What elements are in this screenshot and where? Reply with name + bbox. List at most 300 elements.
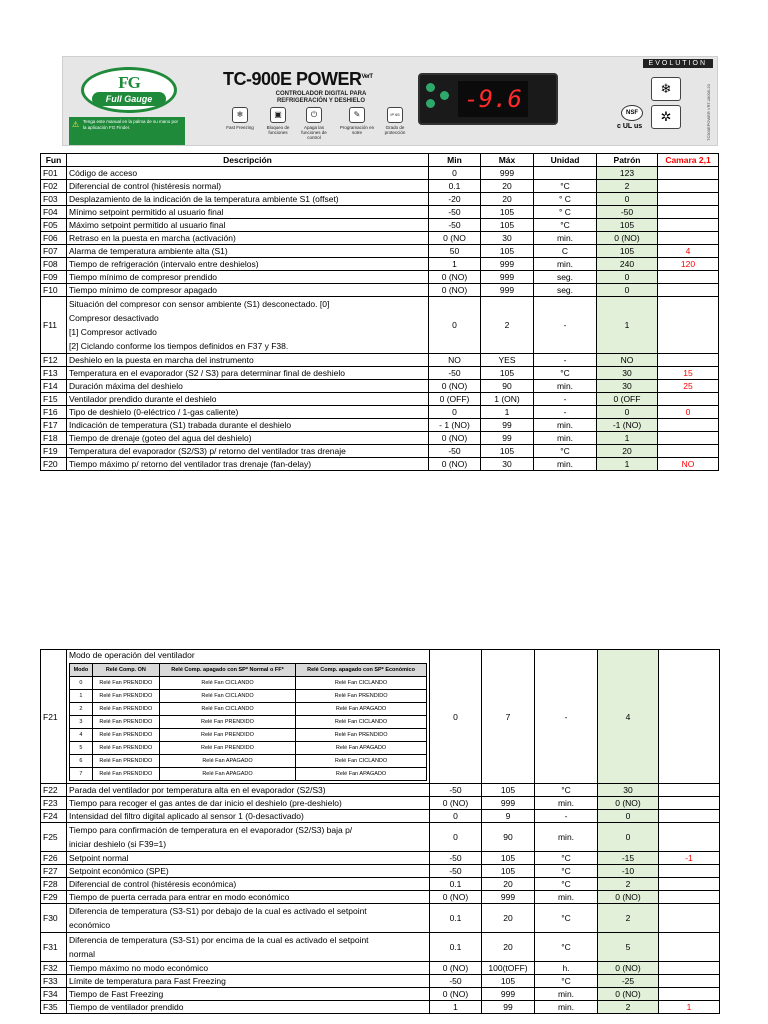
feature-item	[376, 107, 414, 135]
logo-brand-name: Full Gauge	[92, 92, 166, 106]
param-min: 0 (NO)	[430, 988, 482, 1001]
param-min: -50	[429, 445, 481, 458]
table-row	[41, 988, 720, 1001]
param-min: 0 (NO)	[429, 458, 481, 471]
table-row	[41, 271, 719, 284]
param-unit: min.	[535, 891, 598, 904]
param-description: Tiempo de drenaje (goteo del agua del deshielo)	[67, 432, 429, 445]
fan-mode-cell: Relé Fan APAGADO	[296, 742, 427, 755]
param-camara	[658, 193, 719, 206]
param-camara	[659, 988, 720, 1001]
param-min: 0 (OFF)	[429, 393, 481, 406]
param-unit: -	[534, 354, 597, 367]
param-camara	[658, 219, 719, 232]
fan-mode-cell: Relé Fan PRENDIDO	[296, 690, 427, 703]
column-header: Camara 2,1	[658, 154, 719, 167]
param-code: F28	[41, 878, 67, 891]
param-code: F35	[41, 1001, 67, 1014]
param-code: F08	[41, 258, 67, 271]
param-min: 0	[430, 650, 482, 784]
param-code: F14	[41, 380, 67, 393]
fan-mode-row	[70, 716, 427, 729]
param-max: 90	[482, 823, 535, 852]
param-camara	[658, 445, 719, 458]
param-camara: 25	[658, 380, 719, 393]
param-description: Tiempo máximo p/ retorno del ventilador tras drenaje (fan-delay)	[67, 458, 429, 471]
app-warning-box	[69, 117, 185, 145]
param-default: 0	[597, 271, 658, 284]
param-default: 2	[598, 878, 659, 891]
param-camara	[659, 784, 720, 797]
side-code: TC900EPOWER VRT-18005-20	[706, 84, 711, 141]
param-default: 240	[597, 258, 658, 271]
table-row	[41, 258, 719, 271]
param-unit: C	[534, 245, 597, 258]
param-min: 0 (NO)	[429, 380, 481, 393]
param-max: 100(tOFF)	[482, 962, 535, 975]
feature-label: Apaga las funciones de control	[301, 125, 327, 140]
param-default: 105	[597, 245, 658, 258]
param-min: NO	[429, 354, 481, 367]
param-default: 105	[597, 219, 658, 232]
param-unit: -	[535, 650, 598, 784]
param-camara	[659, 823, 720, 852]
param-unit: °C	[535, 975, 598, 988]
param-unit: °C	[534, 180, 597, 193]
param-unit: min.	[535, 823, 598, 852]
logo-monogram: FG	[118, 73, 140, 92]
param-unit: min.	[534, 432, 597, 445]
table-row	[41, 933, 720, 962]
param-default: NO	[597, 354, 658, 367]
param-min: 0	[429, 297, 481, 354]
fan-mode-cell: Relé Fan PRENDIDO	[92, 716, 159, 729]
param-camara: 120	[658, 258, 719, 271]
table-row-f21	[41, 650, 720, 784]
param-camara	[659, 904, 720, 933]
param-code: F12	[41, 354, 67, 367]
param-description: Situación del compresor con sensor ambiente (S1) desconectado. [0] Compresor desactivado [1] Compresor activado [2] Ciclando conforme los tiempos definidos en F37 y F38.	[67, 297, 429, 354]
param-unit: min.	[534, 232, 597, 245]
table-row	[41, 193, 719, 206]
table-row	[41, 419, 719, 432]
table-row	[41, 245, 719, 258]
param-max: 20	[482, 933, 535, 962]
param-camara	[659, 797, 720, 810]
table-row	[41, 406, 719, 419]
param-max: 99	[481, 419, 534, 432]
warning-text: Tenga este manual en la palma de su mano por la aplicación FG Finder.	[83, 119, 179, 130]
model-name: TC-900E POWER	[223, 69, 362, 89]
param-camara	[658, 393, 719, 406]
param-description: Diferencial de control (histéresis económica)	[67, 878, 430, 891]
param-code: F25	[41, 823, 67, 852]
param-code: F29	[41, 891, 67, 904]
param-max: 2	[481, 297, 534, 354]
table-row	[41, 219, 719, 232]
table-row	[41, 797, 720, 810]
table-row	[41, 393, 719, 406]
fan-mode-cell: Relé Fan PRENDIDO	[92, 677, 159, 690]
param-code: F07	[41, 245, 67, 258]
param-code: F15	[41, 393, 67, 406]
fan-mode-cell: Relé Fan PRENDIDO	[92, 729, 159, 742]
param-min: 0 (NO	[429, 232, 481, 245]
param-default: 2	[598, 904, 659, 933]
param-min: -50	[429, 206, 481, 219]
device-button	[440, 91, 449, 100]
param-max: 999	[481, 167, 534, 180]
param-default: 0 (NO)	[598, 962, 659, 975]
param-code: F33	[41, 975, 67, 988]
param-camara	[659, 962, 720, 975]
param-max: 30	[481, 232, 534, 245]
param-description: Tiempo máximo no modo económico	[67, 962, 430, 975]
param-min: 0	[429, 406, 481, 419]
table-row	[41, 432, 719, 445]
edition-badge: EVOLUTION	[643, 59, 713, 68]
fan-mode-title: Modo de operación del ventilador	[69, 650, 195, 660]
fan-mode-header: Relé Comp. apagado con SP* Económico	[296, 664, 427, 677]
feature-label: Grado de protección	[384, 125, 406, 135]
param-unit: min.	[534, 258, 597, 271]
param-max: 999	[482, 988, 535, 1001]
fan-mode-cell: Relé Fan PRENDIDO	[92, 768, 159, 781]
table-row	[41, 297, 719, 354]
feature-label: Programación en sotre	[339, 125, 375, 135]
fan-mode-cell: 2	[70, 703, 93, 716]
param-min: 0 (NO)	[429, 271, 481, 284]
table-row	[41, 784, 720, 797]
param-camara	[659, 878, 720, 891]
fan-mode-row	[70, 729, 427, 742]
param-camara: -1	[659, 852, 720, 865]
param-unit: ° C	[534, 193, 597, 206]
param-unit: min.	[534, 458, 597, 471]
fan-mode-row	[70, 768, 427, 781]
param-unit: -	[535, 810, 598, 823]
param-default: -50	[597, 206, 658, 219]
param-unit: seg.	[534, 284, 597, 297]
param-unit: °C	[534, 445, 597, 458]
param-code: F27	[41, 865, 67, 878]
param-description: Parada del ventilador por temperatura alta en el evaporador (S2/S3)	[67, 784, 430, 797]
param-unit: °C	[534, 219, 597, 232]
param-min: 50	[429, 245, 481, 258]
param-description: Diferencia de temperatura (S3-S1) por encima de la cual es activado el setpoint normal	[67, 933, 430, 962]
param-max: 20	[482, 904, 535, 933]
param-code: F30	[41, 904, 67, 933]
parameters-table-2	[40, 649, 720, 1014]
param-default: -15	[598, 852, 659, 865]
table-row	[41, 904, 720, 933]
param-code: F31	[41, 933, 67, 962]
param-min: 0.1	[430, 904, 482, 933]
param-camara	[659, 865, 720, 878]
fan-mode-cell: Relé Fan APAGADO	[296, 768, 427, 781]
fan-mode-cell: Relé Fan CICLANDO	[159, 690, 295, 703]
param-camara: 1	[659, 1001, 720, 1014]
param-max: 99	[481, 432, 534, 445]
param-code: F04	[41, 206, 67, 219]
param-min: -50	[430, 784, 482, 797]
table-row	[41, 180, 719, 193]
fan-mode-row	[70, 755, 427, 768]
param-code: F13	[41, 367, 67, 380]
param-min: -50	[430, 865, 482, 878]
param-default: 5	[598, 933, 659, 962]
param-description: Mínimo setpoint permitido al usuario final	[67, 206, 429, 219]
column-header: Descripción	[67, 154, 429, 167]
fan-mode-cell: Relé Fan PRENDIDO	[159, 716, 295, 729]
param-unit: °C	[535, 852, 598, 865]
param-code: F05	[41, 219, 67, 232]
table-row	[41, 852, 720, 865]
fan-mode-cell: Relé Fan CICLANDO	[159, 677, 295, 690]
param-description: Intensidad del filtro digital aplicado al sensor 1 (0-desactivado)	[67, 810, 430, 823]
param-description: Deshielo en la puesta en marcha del instrumento	[67, 354, 429, 367]
full-gauge-logo	[81, 67, 177, 113]
param-description: Tiempo de puerta cerrada para entrar en modo económico	[67, 891, 430, 904]
fan-mode-cell: 3	[70, 716, 93, 729]
table-row	[41, 1001, 720, 1014]
param-min: 0.1	[429, 180, 481, 193]
param-camara: 4	[658, 245, 719, 258]
table-header-row	[41, 154, 719, 167]
param-max: 20	[482, 878, 535, 891]
param-default: 0 (OFF	[597, 393, 658, 406]
nsf-cert-icon: NSF	[621, 105, 643, 121]
programming-icon: ✎	[349, 107, 365, 123]
param-description: Tiempo de ventilador prendido	[67, 1001, 430, 1014]
param-code: F24	[41, 810, 67, 823]
fan-mode-header: Relé Comp. ON	[92, 664, 159, 677]
fan-mode-cell: 4	[70, 729, 93, 742]
feature-label: Fast Freezing	[226, 125, 254, 130]
param-description: Temperatura en el evaporador (S2 / S3) para determinar final de deshielo	[67, 367, 429, 380]
param-min: 0 (NO)	[430, 962, 482, 975]
param-max: 999	[481, 284, 534, 297]
param-code: F23	[41, 797, 67, 810]
param-code: F21	[41, 650, 67, 784]
table-row	[41, 878, 720, 891]
param-description: Tipo de deshielo (0-eléctrico / 1-gas caliente)	[67, 406, 429, 419]
fan-mode-cell: Relé Fan APAGADO	[296, 703, 427, 716]
param-code: F32	[41, 962, 67, 975]
fan-mode-header-row	[70, 664, 427, 677]
param-max: 105	[481, 219, 534, 232]
param-min: 1	[429, 258, 481, 271]
param-max: YES	[481, 354, 534, 367]
param-default: 30	[597, 367, 658, 380]
param-max: 105	[481, 206, 534, 219]
param-unit: min.	[535, 797, 598, 810]
param-unit: min.	[535, 1001, 598, 1014]
param-min: 0	[429, 167, 481, 180]
table-row	[41, 810, 720, 823]
fan-mode-row	[70, 677, 427, 690]
model-version: VerT	[361, 74, 373, 80]
table-row	[41, 367, 719, 380]
table-row	[41, 380, 719, 393]
param-camara	[659, 975, 720, 988]
column-header: Patrón	[597, 154, 658, 167]
param-default: -10	[598, 865, 659, 878]
param-code: F17	[41, 419, 67, 432]
param-max: 999	[482, 797, 535, 810]
param-min: 0 (NO)	[429, 432, 481, 445]
param-max: 20	[481, 193, 534, 206]
param-unit	[534, 167, 597, 180]
param-description: Tiempo mínimo de compresor prendido	[67, 271, 429, 284]
column-header: Unidad	[534, 154, 597, 167]
param-max: 999	[482, 891, 535, 904]
param-default: 123	[597, 167, 658, 180]
fan-mode-cell: Relé Fan CICLANDO	[296, 755, 427, 768]
param-min: -50	[429, 367, 481, 380]
lock-icon: ▣	[270, 107, 286, 123]
param-max: 90	[481, 380, 534, 393]
fan-mode-cell: 5	[70, 742, 93, 755]
param-camara	[659, 650, 720, 784]
fan-mode-cell: Relé Fan CICLANDO	[159, 703, 295, 716]
param-camara: 15	[658, 367, 719, 380]
param-unit: -	[534, 297, 597, 354]
fan-mode-row	[70, 703, 427, 716]
param-camara	[658, 271, 719, 284]
param-min: 1	[430, 1001, 482, 1014]
param-max: 105	[481, 245, 534, 258]
table-row	[41, 284, 719, 297]
fan-mode-cell: 6	[70, 755, 93, 768]
param-description: Retraso en la puesta en marcha (activación)	[67, 232, 429, 245]
fan-mode-cell: Relé Fan CICLANDO	[296, 677, 427, 690]
warning-icon: ⚠	[72, 120, 80, 129]
fan-mode-cell: Relé Fan APAGADO	[159, 755, 295, 768]
fan-mode-cell: Relé Fan PRENDIDO	[92, 690, 159, 703]
param-unit: seg.	[534, 271, 597, 284]
param-default: 0 (NO)	[598, 797, 659, 810]
table-row	[41, 458, 719, 471]
param-min: -50	[430, 852, 482, 865]
param-max: 1 (ON)	[481, 393, 534, 406]
param-camara: 0	[658, 406, 719, 419]
param-description: Tiempo para recoger el gas antes de dar inicio el deshielo (pre-deshielo)	[67, 797, 430, 810]
device-display: -9.6	[458, 81, 528, 117]
param-unit: min.	[534, 380, 597, 393]
param-camara	[658, 432, 719, 445]
param-code: F26	[41, 852, 67, 865]
param-max: 105	[482, 784, 535, 797]
param-unit: ° C	[534, 206, 597, 219]
ul-cert-icon: c UL us	[617, 123, 643, 130]
param-unit: °C	[535, 904, 598, 933]
table-row	[41, 823, 720, 852]
defrost-icon: ✲	[651, 105, 681, 129]
table-row	[41, 865, 720, 878]
param-max: 999	[481, 271, 534, 284]
param-code: F03	[41, 193, 67, 206]
param-default: 0 (NO)	[598, 891, 659, 904]
fan-mode-cell: Relé Fan PRENDIDO	[159, 729, 295, 742]
param-default: -1 (NO)	[597, 419, 658, 432]
param-unit: °C	[534, 367, 597, 380]
ip65-icon: IP 65	[387, 107, 403, 123]
param-default: 1	[597, 297, 658, 354]
param-code: F19	[41, 445, 67, 458]
param-default: 2	[598, 1001, 659, 1014]
fan-mode-cell: Relé Fan PRENDIDO	[92, 703, 159, 716]
controller-device-image	[418, 73, 558, 125]
table-row	[41, 975, 720, 988]
param-max: 105	[481, 367, 534, 380]
param-code: F20	[41, 458, 67, 471]
parameters-table-1	[40, 153, 719, 471]
fan-mode-cell: 0	[70, 677, 93, 690]
param-unit: °C	[535, 878, 598, 891]
param-max: 999	[481, 258, 534, 271]
param-code: F06	[41, 232, 67, 245]
param-min: 0	[430, 810, 482, 823]
param-description: Tiempo para confirmación de temperatura en el evaporador (S2/S3) baja p/ iniciar deshielo (si F39=1)	[67, 823, 430, 852]
param-max: 20	[481, 180, 534, 193]
param-min: 0.1	[430, 878, 482, 891]
fan-mode-header: Relé Comp. apagado con SP* Normal o FF*	[159, 664, 295, 677]
param-min: 0 (NO)	[430, 797, 482, 810]
table-row	[41, 206, 719, 219]
param-min: 0 (NO)	[429, 284, 481, 297]
param-min: -20	[429, 193, 481, 206]
param-default: 0 (NO)	[597, 232, 658, 245]
param-default: 0	[598, 823, 659, 852]
param-max: 1	[481, 406, 534, 419]
param-description: Indicación de temperatura (S1) trabada durante el deshielo	[67, 419, 429, 432]
feature-label: Bloqueo de funciones	[266, 125, 290, 135]
param-max: 105	[482, 852, 535, 865]
param-max: 7	[482, 650, 535, 784]
param-default: -25	[598, 975, 659, 988]
param-camara	[659, 810, 720, 823]
param-camara	[658, 180, 719, 193]
model-subtitle: CONTROLADOR DIGITAL PARA REFRIGERACIÓN Y DESHIELO	[275, 91, 367, 104]
param-default: 0	[597, 284, 658, 297]
fan-mode-table	[69, 663, 427, 781]
param-max: 105	[481, 445, 534, 458]
param-default: 1	[597, 458, 658, 471]
param-description: Límite de temperatura para Fast Freezing	[67, 975, 430, 988]
param-code: F10	[41, 284, 67, 297]
param-description: Setpoint económico (SPE)	[67, 865, 430, 878]
param-min: 0.1	[430, 933, 482, 962]
fan-mode-row	[70, 690, 427, 703]
param-camara	[659, 933, 720, 962]
param-unit: °C	[535, 865, 598, 878]
param-description: Duración máxima del deshielo	[67, 380, 429, 393]
param-unit: h.	[535, 962, 598, 975]
param-default: 2	[597, 180, 658, 193]
param-default: 30	[597, 380, 658, 393]
feature-item	[338, 107, 376, 135]
param-description: Diferencial de control (histéresis normal)	[67, 180, 429, 193]
param-code: F18	[41, 432, 67, 445]
param-max: 105	[482, 865, 535, 878]
fan-mode-cell: Relé Fan PRENDIDO	[296, 729, 427, 742]
feature-item	[295, 107, 333, 140]
param-unit: °C	[535, 784, 598, 797]
param-camara	[658, 419, 719, 432]
param-description: Alarma de temperatura ambiente alta (S1)	[67, 245, 429, 258]
param-code: F34	[41, 988, 67, 1001]
